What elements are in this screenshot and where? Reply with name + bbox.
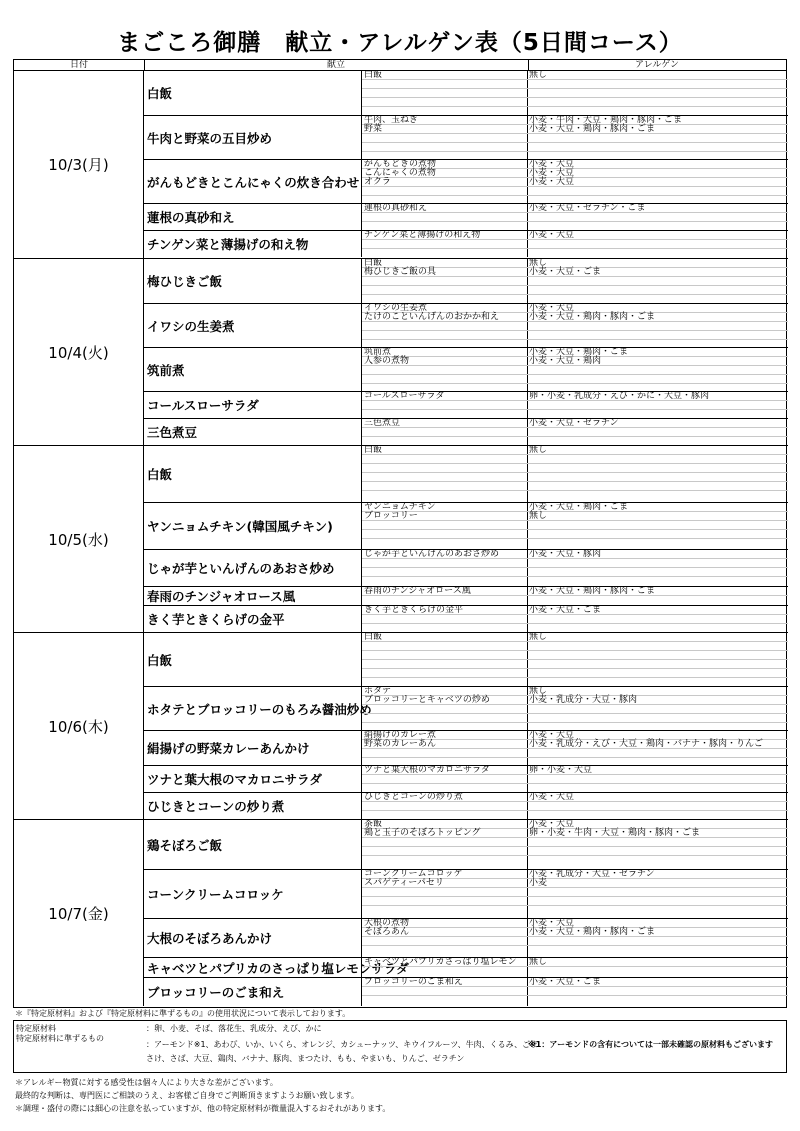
- ingredient-line: [362, 766, 788, 775]
- ingredient-line: [362, 847, 788, 856]
- header-date: 日付: [14, 60, 144, 71]
- allergen-list: 小麦・大豆・豚肉: [529, 550, 602, 559]
- ingredient-line: [362, 322, 788, 331]
- day-block: [14, 71, 788, 258]
- ingredient-line: [362, 660, 788, 669]
- ingredient-line: [362, 213, 788, 222]
- ingredient-line: [362, 473, 788, 482]
- ingredient-line: [362, 428, 788, 437]
- ingredient-line: [362, 879, 788, 888]
- dish-row: [144, 586, 788, 605]
- dish-row: [144, 203, 788, 230]
- dish-name: 絹揚げの野菜カレーあんかけ: [144, 731, 362, 765]
- ingredient-name: ひじきとコーンの炒り煮: [364, 793, 463, 802]
- ingredient-name: 三色煮豆: [364, 419, 401, 428]
- day-date: 10/3(月): [14, 71, 144, 258]
- ingredient-line: [362, 125, 788, 134]
- allergen-list: 卵・小麦・大豆: [529, 766, 593, 775]
- ingredient-name: イワシの生姜煮: [364, 304, 428, 313]
- ingredient-line: [362, 802, 788, 811]
- dish-row: [144, 977, 788, 1006]
- ingredient-name: 牛肉、玉ねぎ: [364, 116, 419, 125]
- dish-name: ヤンニョムチキン(韓国風チキン): [144, 503, 362, 549]
- ingredient-line: [362, 669, 788, 678]
- dish-name: 大根のそぼろあんかけ: [144, 919, 362, 957]
- ingredient-line: [362, 464, 788, 473]
- ingredient-lines: [362, 259, 788, 303]
- footer-note-2: 最終的な判断は、専門医にご相談のうえ、お客様ご自身でご判断頂きますようお願い致します。: [15, 1091, 359, 1100]
- ingredient-line: [362, 231, 788, 240]
- dish-row: [144, 605, 788, 632]
- allergen-list: 小麦・乳成分・大豆・ゼラチン: [529, 870, 655, 879]
- ingredient-line: [362, 401, 788, 410]
- ingredient-line: [362, 530, 788, 539]
- ingredient-line: [362, 829, 788, 838]
- page-title: まごころ御膳 献立・アレルゲン表（5日間コース）: [117, 30, 683, 56]
- dish-name: チンゲン菜と薄揚げの和え物: [144, 231, 362, 257]
- ingredient-line: [362, 749, 788, 758]
- ingredient-line: [362, 740, 788, 749]
- allergen-list: 小麦・乳成分・えび・大豆・鶏肉・バナナ・豚肉・りんご: [529, 739, 764, 749]
- ingredient-name: 鶏と玉子のそぼろトッピング: [364, 828, 481, 838]
- ingredient-line: [362, 313, 788, 322]
- ingredient-name: 人参の煮物: [364, 356, 410, 366]
- ingredient-name: そぼろあん: [364, 927, 410, 937]
- ingredient-name: ブロッコリーのごま和え: [364, 978, 463, 987]
- ingredient-line: [362, 928, 788, 937]
- ingredient-name: チンゲン菜と薄揚げの和え物: [364, 231, 481, 240]
- dish-name: コーンクリームコロッケ: [144, 870, 362, 918]
- allergen-list: 小麦・大豆: [529, 731, 575, 740]
- ingredient-lines: [362, 116, 788, 159]
- allergen-list: 無し: [529, 259, 548, 268]
- ingredient-line: [362, 937, 788, 946]
- dish-row: [144, 259, 788, 303]
- legend-list-specified: ：卵、小麦、そば、落花生、乳成分、えび、かに: [146, 1024, 322, 1033]
- allergen-list: 無し: [529, 633, 548, 642]
- dish-row: [144, 446, 788, 502]
- allergen-list: 小麦・大豆: [529, 177, 575, 187]
- dish-row: [144, 686, 788, 730]
- dish-name: コールスローサラダ: [144, 392, 362, 418]
- dish-name: 白飯: [144, 633, 362, 686]
- ingredient-line: [362, 606, 788, 615]
- ingredient-line: [362, 568, 788, 577]
- ingredient-name: ブロッコリー: [364, 511, 418, 521]
- ingredient-lines: [362, 820, 788, 869]
- dish-name: 白飯: [144, 71, 362, 115]
- day-block: [14, 819, 788, 1006]
- ingredient-line: [362, 134, 788, 143]
- ingredient-name: こんにゃくの煮物: [364, 168, 436, 178]
- ingredient-line: [362, 503, 788, 512]
- almond-note: ※1：アーモンドの含有については一部未確認の原材料もございます: [528, 1040, 773, 1049]
- ingredient-name: たけのこといんげんのおかか和え: [364, 312, 500, 322]
- ingredient-name: 野菜: [364, 124, 383, 134]
- legend-label-equivalent: 特定原材料に準ずるもの: [16, 1034, 104, 1043]
- ingredient-lines: [362, 687, 788, 730]
- ingredient-line: [362, 615, 788, 624]
- allergen-list: 無し: [529, 446, 548, 455]
- allergen-list: 小麦・大豆・ゼラチン: [529, 419, 619, 428]
- dish-name: 三色煮豆: [144, 419, 362, 445]
- ingredient-line: [362, 71, 788, 80]
- dish-name: 梅ひじきご飯: [144, 259, 362, 303]
- dish-row: [144, 418, 788, 445]
- allergen-list: 小麦・大豆: [529, 793, 575, 802]
- ingredient-name: 白飯: [364, 633, 383, 642]
- ingredient-lines: [362, 958, 788, 977]
- ingredient-line: [362, 89, 788, 98]
- ingredient-name: きく芋ときくらげの金平: [364, 606, 464, 615]
- dish-row: [144, 347, 788, 391]
- ingredient-line: [362, 366, 788, 375]
- ingredient-name: じゃが芋といんげんのあおさ炒め: [364, 550, 500, 559]
- allergen-list: 小麦・大豆: [529, 168, 575, 178]
- allergen-list: 小麦・大豆・ごま: [529, 978, 602, 987]
- ingredient-lines: [362, 160, 788, 203]
- day-block: [14, 258, 788, 445]
- dish-row: [144, 549, 788, 586]
- ingredient-line: [362, 204, 788, 213]
- ingredient-line: [362, 446, 788, 455]
- ingredient-line: [362, 705, 788, 714]
- ingredient-name: キャベツとパプリカさっぱり塩レモン: [364, 958, 517, 967]
- ingredient-line: [362, 512, 788, 521]
- ingredient-lines: [362, 766, 788, 792]
- allergen-list: 小麦: [529, 878, 548, 888]
- ingredient-line: [362, 987, 788, 996]
- ingredient-name: 絹揚げのカレー煮: [364, 731, 437, 740]
- ingredient-lines: [362, 919, 788, 957]
- ingredient-line: [362, 268, 788, 277]
- allergen-list: 小麦・大豆: [529, 919, 575, 928]
- ingredient-lines: [362, 633, 788, 686]
- allergen-list: 小麦・大豆・鶏肉: [529, 356, 602, 366]
- allergen-list: 小麦・大豆・鶏肉・豚肉・ごま: [529, 587, 656, 596]
- ingredient-lines: [362, 204, 788, 230]
- allergen-legend-box: [13, 1020, 787, 1073]
- allergen-list: 無し: [529, 71, 548, 80]
- legend-list-equivalent-cont: さけ、さば、大豆、鶏肉、バナナ、豚肉、まつたけ、もも、やまいも、りんご、ゼラチン: [146, 1054, 465, 1063]
- ingredient-name: がんもどきの煮物: [364, 160, 437, 169]
- dish-row: [144, 71, 788, 115]
- dish-row: [144, 869, 788, 918]
- allergen-list: 小麦・大豆: [529, 160, 575, 169]
- dish-name: きく芋ときくらげの金平: [144, 606, 362, 632]
- legend-list-equivalent: ：アーモンド※1、あわび、いか、いくら、オレンジ、カシューナッツ、キウイフルーツ、牛肉、くるみ、ごま: [146, 1040, 539, 1049]
- day-date: 10/6(木): [14, 633, 144, 819]
- allergen-list: 小麦・大豆・鶏肉・豚肉・ごま: [529, 927, 656, 937]
- ingredient-lines: [362, 503, 788, 549]
- allergen-list: 卵・小麦・牛肉・大豆・鶏肉・豚肉・ごま: [529, 828, 701, 838]
- ingredient-lines: [362, 348, 788, 391]
- ingredient-name: 蓮根の真砂和え: [364, 204, 428, 213]
- dish-name: じゃが芋といんげんのあおさ炒め: [144, 550, 362, 586]
- ingredient-name: 春雨のチンジャオロース風: [364, 587, 471, 596]
- ingredient-line: [362, 775, 788, 784]
- allergen-list: 無し: [529, 958, 548, 967]
- ingredient-line: [362, 419, 788, 428]
- day-block: [14, 445, 788, 632]
- footer-intro: ＊『特定原材料』および『特定原材料に準ずるもの』の使用状況について表示しております。: [15, 1009, 351, 1018]
- allergen-list: 小麦・大豆・ごま: [529, 267, 602, 277]
- ingredient-lines: [362, 978, 788, 1006]
- dish-row: [144, 792, 788, 819]
- dish-row: [144, 918, 788, 957]
- legend-label-specified: 特定原材料: [16, 1024, 56, 1033]
- allergen-list: 小麦・大豆: [529, 820, 575, 829]
- ingredient-line: [362, 482, 788, 491]
- menu-allergen-table: [13, 59, 787, 1008]
- dish-row: [144, 820, 788, 869]
- allergen-list: 小麦・大豆: [529, 304, 575, 313]
- allergen-list: 小麦・大豆・鶏肉・豚肉・ごま: [529, 124, 656, 134]
- ingredient-name: コーンクリームコロッケ: [364, 870, 463, 879]
- ingredient-line: [362, 143, 788, 152]
- ingredient-name: オクラ: [364, 177, 391, 187]
- ingredient-lines: [362, 419, 788, 445]
- allergen-list: 小麦・大豆・ごま: [529, 606, 602, 615]
- allergen-list: 無し: [529, 511, 548, 521]
- dish-name: ツナと葉大根のマカロニサラダ: [144, 766, 362, 792]
- ingredient-line: [362, 838, 788, 847]
- ingredient-lines: [362, 231, 788, 257]
- dish-row: [144, 957, 788, 977]
- allergen-list: 小麦・大豆・鶏肉・ごま: [529, 503, 629, 512]
- dish-name: ホタテとブロッコリーのもろみ醤油炒め: [144, 687, 362, 730]
- ingredient-name: ツナと葉大根のマカロニサラダ: [364, 766, 490, 775]
- ingredient-line: [362, 793, 788, 802]
- dish-row: [144, 230, 788, 257]
- ingredient-name: 筑前煮: [364, 348, 392, 357]
- ingredient-line: [362, 392, 788, 401]
- ingredient-line: [362, 978, 788, 987]
- day-date: 10/7(金): [14, 820, 144, 1006]
- ingredient-lines: [362, 870, 788, 918]
- ingredient-name: 茶飯: [364, 820, 383, 829]
- ingredient-lines: [362, 304, 788, 347]
- ingredient-line: [362, 331, 788, 340]
- ingredient-line: [362, 550, 788, 559]
- dish-name: ひじきとコーンの炒り煮: [144, 793, 362, 819]
- dish-name: イワシの生姜煮: [144, 304, 362, 347]
- dish-row: [144, 765, 788, 792]
- ingredient-line: [362, 240, 788, 249]
- ingredient-line: [362, 651, 788, 660]
- ingredient-line: [362, 178, 788, 187]
- allergen-list: 小麦・大豆・鶏肉・豚肉・ごま: [529, 312, 656, 322]
- day-block: [14, 632, 788, 819]
- ingredient-line: [362, 169, 788, 178]
- dish-row: [144, 159, 788, 203]
- ingredient-name: 大根の煮物: [364, 919, 410, 928]
- ingredient-name: 梅ひじきご飯の具: [364, 267, 437, 277]
- header-allergen: アレルゲン: [528, 60, 786, 71]
- ingredient-name: 白飯: [364, 71, 383, 80]
- ingredient-line: [362, 375, 788, 384]
- ingredient-name: ブロッコリーとキャベツの炒め: [364, 695, 490, 705]
- dish-name: キャベツとパプリカのさっぱり塩レモンサラダ: [144, 958, 362, 977]
- ingredient-name: 野菜のカレーあん: [364, 739, 437, 749]
- allergen-list: 小麦・大豆・鶏肉・ごま: [529, 348, 629, 357]
- day-date: 10/4(火): [14, 259, 144, 445]
- dish-row: [144, 633, 788, 686]
- ingredient-line: [362, 455, 788, 464]
- dish-name: 鶏そぼろご飯: [144, 820, 362, 869]
- dish-name: 牛肉と野菜の五目炒め: [144, 116, 362, 159]
- dish-row: [144, 115, 788, 159]
- ingredient-line: [362, 633, 788, 642]
- allergen-list: 小麦・大豆: [529, 231, 575, 240]
- footer-note-1: ＊アレルギー物質に対する感受性は個々人により大きな差がございます。: [15, 1078, 278, 1087]
- dish-row: [144, 303, 788, 347]
- dish-name: 筑前煮: [144, 348, 362, 391]
- ingredient-lines: [362, 392, 788, 418]
- ingredient-lines: [362, 446, 788, 502]
- footer-note-3: ＊調理・盛付の際には細心の注意を払っていますが、他の特定原材料が微量混入するおそれがあります。: [15, 1104, 391, 1113]
- ingredient-line: [362, 714, 788, 723]
- ingredient-line: [362, 521, 788, 530]
- ingredient-name: 白飯: [364, 446, 383, 455]
- dish-row: [144, 730, 788, 765]
- ingredient-line: [362, 642, 788, 651]
- dish-name: ブロッコリーのごま和え: [144, 978, 362, 1006]
- ingredient-name: コールスローサラダ: [364, 392, 445, 401]
- allergen-list: 無し: [529, 687, 548, 696]
- ingredient-line: [362, 696, 788, 705]
- day-date: 10/5(水): [14, 446, 144, 632]
- ingredient-name: ホタテ: [364, 687, 392, 696]
- ingredient-line: [362, 587, 788, 596]
- ingredient-line: [362, 98, 788, 107]
- ingredient-line: [362, 897, 788, 906]
- dish-name: 春雨のチンジャオロース風: [144, 587, 362, 605]
- ingredient-name: ヤンニョムチキン: [364, 503, 436, 512]
- ingredient-line: [362, 958, 788, 967]
- allergen-list: 小麦・大豆・ゼラチン・ごま: [529, 204, 646, 213]
- ingredient-line: [362, 187, 788, 196]
- ingredient-line: [362, 559, 788, 568]
- dish-row: [144, 502, 788, 549]
- ingredient-name: スパゲティーパセリ: [364, 878, 444, 888]
- ingredient-lines: [362, 793, 788, 819]
- dish-name: がんもどきとこんにゃくの炊き合わせ: [144, 160, 362, 203]
- ingredient-line: [362, 357, 788, 366]
- ingredient-lines: [362, 71, 788, 115]
- allergen-list: 小麦・乳成分・大豆・豚肉: [529, 695, 638, 705]
- allergen-list: 卵・小麦・乳成分・えび・かに・大豆・豚肉: [529, 392, 710, 401]
- ingredient-lines: [362, 550, 788, 586]
- ingredient-name: 白飯: [364, 259, 383, 268]
- dish-name: 白飯: [144, 446, 362, 502]
- ingredient-lines: [362, 606, 788, 632]
- ingredient-line: [362, 888, 788, 897]
- dish-name: 蓮根の真砂和え: [144, 204, 362, 230]
- ingredient-lines: [362, 731, 788, 765]
- ingredient-line: [362, 277, 788, 286]
- dish-row: [144, 391, 788, 418]
- header-menu: 献立: [144, 60, 528, 71]
- ingredient-line: [362, 286, 788, 295]
- ingredient-line: [362, 80, 788, 89]
- allergen-list: 小麦・牛肉・大豆・鶏肉・豚肉・ごま: [529, 116, 683, 125]
- ingredient-lines: [362, 587, 788, 605]
